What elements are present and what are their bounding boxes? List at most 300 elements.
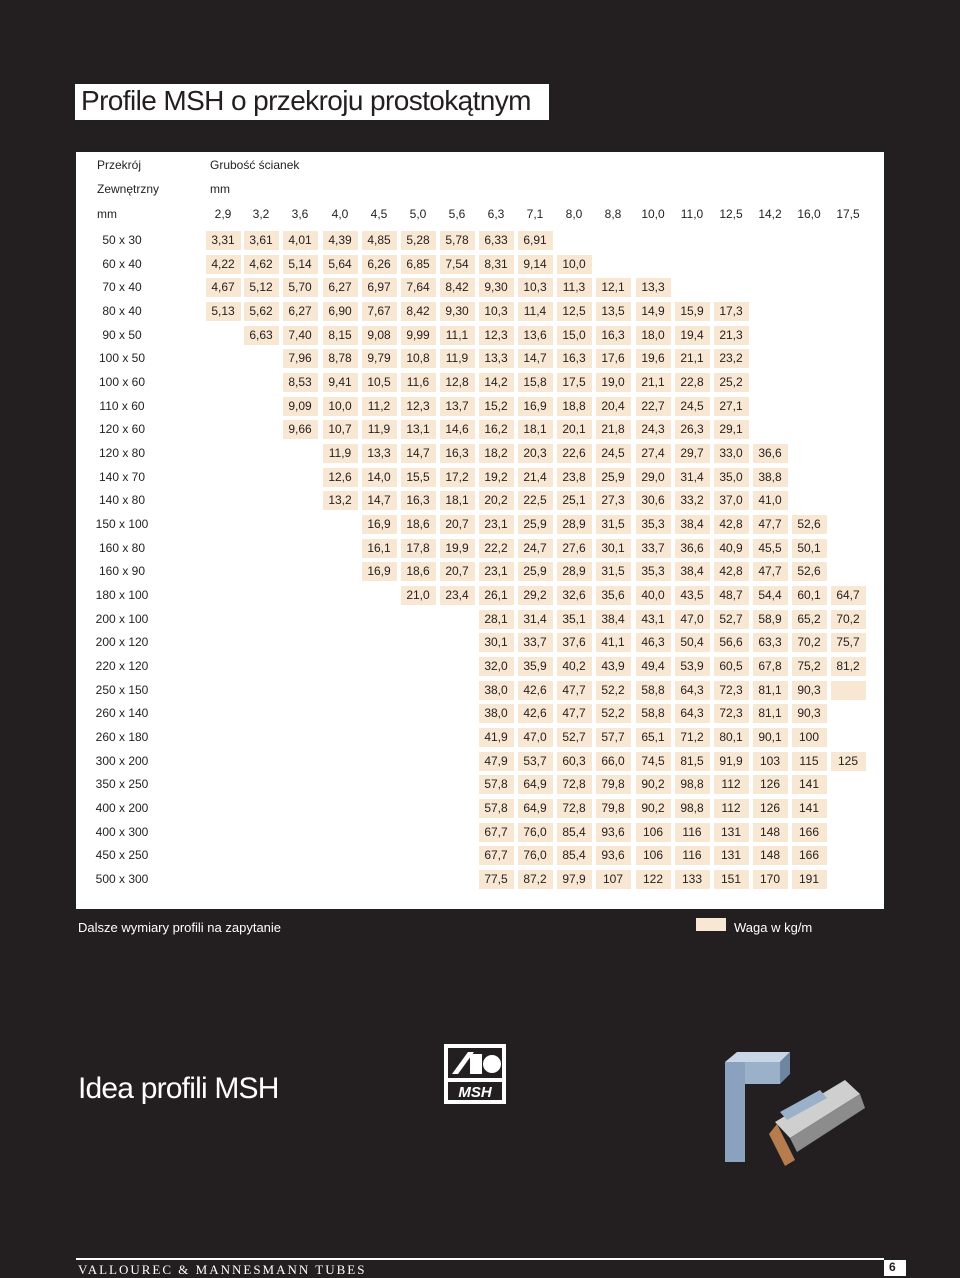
weight-value: 21,1 — [641, 375, 665, 390]
weight-value: 9,08 — [367, 327, 391, 342]
weight-value: 12,5 — [562, 304, 586, 318]
weight-value: 35,1 — [562, 611, 586, 626]
weight-value: 40,0 — [641, 588, 665, 603]
weight-value: 42,8 — [719, 564, 743, 579]
weight-value: 42,6 — [523, 706, 547, 721]
data-table — [76, 152, 884, 909]
weight-value: 10,3 — [523, 280, 547, 295]
weight-value: 11,4 — [523, 304, 547, 318]
weight-value: 79,8 — [601, 777, 625, 792]
weight-value: 42,8 — [719, 517, 743, 532]
weight-value: 11,9 — [328, 446, 352, 461]
footer-company: VALLOUREC & MANNESMANN TUBES — [78, 1262, 367, 1277]
weight-value: 30,1 — [484, 635, 508, 650]
header-zewnetrzny: Zewnętrzny — [97, 182, 160, 196]
weight-value: 90,2 — [641, 777, 665, 792]
page-title: Profile MSH o przekroju prostokątnym — [81, 85, 531, 116]
weight-value: 85,4 — [562, 848, 586, 863]
weight-value: 22,2 — [484, 540, 508, 555]
weight-value: 148 — [759, 848, 781, 863]
weight-value: 7,96 — [288, 351, 312, 366]
weight-value: 22,7 — [641, 398, 665, 413]
weight-value: 10,3 — [484, 304, 508, 318]
weight-value: 90,3 — [797, 706, 821, 721]
weight-value: 76,0 — [523, 848, 547, 863]
logo-text: MSH — [458, 1084, 492, 1101]
thickness-header: 16,0 — [797, 207, 821, 221]
weight-value: 15,8 — [523, 375, 547, 390]
weight-value: 16,9 — [523, 398, 547, 413]
section-label: 260 x 180 — [95, 730, 149, 745]
weight-value: 28,9 — [562, 564, 586, 579]
weight-value: 66,0 — [601, 753, 625, 768]
weight-value: 14,9 — [641, 304, 665, 318]
footer-divider — [76, 1258, 884, 1260]
weight-value: 106 — [642, 848, 664, 863]
weight-value: 13,2 — [328, 493, 352, 508]
weight-value: 24,5 — [680, 398, 704, 413]
thickness-header: 5,6 — [448, 207, 466, 221]
profile-joint-illustration — [685, 1042, 875, 1168]
weight-value: 31,4 — [523, 611, 547, 626]
title-box — [75, 84, 549, 120]
weight-value: 15,9 — [680, 304, 704, 318]
weight-value: 9,30 — [445, 304, 469, 318]
weight-value: 75,2 — [797, 659, 821, 674]
weight-value: 47,0 — [523, 730, 547, 745]
weight-value: 43,1 — [641, 611, 665, 626]
weight-value: 13,3 — [367, 446, 391, 461]
weight-value: 97,9 — [562, 872, 586, 887]
weight-cell — [831, 681, 866, 700]
weight-value: 8,31 — [484, 256, 508, 271]
thickness-header: 7,1 — [526, 207, 544, 221]
weight-value: 41,9 — [484, 730, 508, 745]
weight-value: 48,7 — [719, 588, 743, 603]
weight-value: 25,1 — [562, 493, 586, 508]
weight-value: 65,2 — [797, 611, 821, 626]
weight-value: 67,7 — [484, 848, 508, 863]
weight-value: 33,7 — [641, 540, 665, 555]
weight-value: 76,0 — [523, 824, 547, 839]
header-przekroj: Przekrój — [97, 158, 142, 172]
weight-value: 14,0 — [367, 469, 391, 484]
thickness-header: 17,5 — [836, 207, 860, 221]
weight-value: 46,3 — [641, 635, 665, 650]
weight-value: 35,0 — [719, 469, 743, 484]
weight-value: 11,3 — [562, 280, 586, 295]
weight-value: 38,0 — [484, 706, 508, 721]
weight-value: 47,7 — [562, 706, 586, 721]
weight-value: 67,7 — [484, 824, 508, 839]
section-label: 160 x 90 — [98, 564, 146, 579]
weight-value: 38,8 — [758, 469, 782, 484]
weight-value: 122 — [642, 872, 664, 887]
weight-value: 106 — [642, 824, 664, 839]
weight-value: 9,14 — [523, 256, 547, 271]
weight-value: 29,0 — [641, 469, 665, 484]
weight-value: 25,9 — [601, 469, 625, 484]
weight-value: 64,3 — [680, 682, 704, 697]
weight-value: 6,97 — [367, 280, 391, 295]
weight-value: 32,0 — [484, 659, 508, 674]
weight-value: 98,8 — [680, 801, 704, 816]
weight-value: 16,3 — [562, 351, 586, 366]
weight-value: 15,2 — [484, 398, 508, 413]
weight-value: 19,9 — [445, 540, 469, 555]
weight-value: 70,2 — [836, 611, 860, 626]
weight-value: 26,1 — [484, 588, 508, 603]
weight-value: 131 — [720, 848, 742, 863]
section-label: 140 x 70 — [98, 469, 146, 484]
weight-value: 23,1 — [484, 517, 508, 532]
weight-value: 72,8 — [562, 801, 586, 816]
weight-value: 43,5 — [680, 588, 704, 603]
weight-value: 5,70 — [288, 280, 312, 295]
weight-value: 125 — [837, 753, 859, 768]
weight-value: 54,4 — [758, 588, 782, 603]
weight-value: 5,62 — [249, 304, 273, 318]
weight-value: 20,1 — [562, 422, 586, 437]
weight-value: 90,1 — [758, 730, 782, 745]
weight-value: 38,4 — [680, 517, 704, 532]
weight-value: 12,8 — [445, 375, 469, 390]
weight-value: 8,78 — [328, 351, 352, 366]
weight-value: 112 — [721, 801, 741, 816]
header-wall-thickness: Grubość ścianek — [210, 158, 300, 172]
weight-value: 8,42 — [445, 280, 469, 295]
weight-value: 16,9 — [367, 564, 391, 579]
weight-value: 11,1 — [445, 327, 469, 342]
weight-value: 26,3 — [680, 422, 704, 437]
weight-value: 90,3 — [797, 682, 821, 697]
header-section-unit: mm — [97, 207, 117, 221]
weight-value: 5,12 — [249, 280, 273, 295]
weight-value: 21,3 — [719, 327, 743, 342]
thickness-header: 3,6 — [291, 207, 309, 221]
weight-value: 170 — [759, 872, 781, 887]
weight-value: 42,6 — [523, 682, 547, 697]
weight-value: 93,6 — [601, 848, 625, 863]
thickness-header: 8,8 — [604, 207, 622, 221]
weight-value: 18,6 — [406, 564, 430, 579]
weight-value: 41,1 — [601, 635, 625, 650]
weight-value: 10,0 — [328, 398, 352, 413]
weight-value: 64,7 — [836, 588, 860, 603]
weight-value: 52,7 — [562, 730, 586, 745]
weight-value: 17,2 — [445, 469, 469, 484]
weight-value: 12,3 — [484, 327, 508, 342]
thickness-header: 4,5 — [370, 207, 388, 221]
weight-value: 14,7 — [367, 493, 391, 508]
weight-value: 67,8 — [758, 659, 782, 674]
weight-value: 8,53 — [288, 375, 312, 390]
section-label: 70 x 40 — [102, 280, 142, 295]
weight-value: 22,6 — [562, 446, 586, 461]
section-label: 500 x 300 — [95, 872, 149, 887]
weight-value: 60,1 — [797, 588, 821, 603]
section-label: 200 x 100 — [95, 611, 149, 626]
weight-value: 4,39 — [328, 233, 352, 247]
msh-logo — [444, 1044, 506, 1104]
section-label: 100 x 60 — [98, 375, 146, 390]
weight-value: 5,78 — [445, 233, 469, 247]
weight-value: 4,01 — [288, 233, 312, 247]
weight-value: 13,3 — [484, 351, 508, 366]
weight-value: 31,5 — [601, 564, 625, 579]
weight-value: 27,4 — [641, 446, 665, 461]
weight-value: 7,54 — [445, 256, 469, 271]
section-label: 160 x 80 — [98, 540, 146, 555]
weight-value: 6,26 — [367, 256, 391, 271]
section-label: 220 x 120 — [95, 659, 149, 674]
weight-value: 60,3 — [562, 753, 586, 768]
weight-value: 6,90 — [328, 304, 352, 318]
weight-value: 7,67 — [367, 304, 391, 318]
weight-value: 11,9 — [367, 422, 391, 437]
weight-value: 72,8 — [562, 777, 586, 792]
weight-value: 74,5 — [641, 753, 665, 768]
weight-value: 41,0 — [758, 493, 782, 508]
weight-value: 18,8 — [562, 398, 586, 413]
weight-value: 57,8 — [484, 777, 508, 792]
weight-value: 18,1 — [445, 493, 469, 508]
weight-value: 6,85 — [406, 256, 430, 271]
weight-value: 98,8 — [680, 777, 704, 792]
weight-value: 35,3 — [641, 517, 665, 532]
weight-value: 79,8 — [601, 801, 625, 816]
weight-value: 52,2 — [601, 706, 625, 721]
weight-value: 29,2 — [523, 588, 547, 603]
weight-value: 85,4 — [562, 824, 586, 839]
thickness-header: 3,2 — [252, 207, 270, 221]
thickness-header: 5,0 — [409, 207, 427, 221]
weight-value: 77,5 — [484, 872, 508, 887]
weight-value: 13,1 — [406, 422, 430, 437]
footnote: Dalsze wymiary profili na zapytanie — [78, 920, 282, 935]
weight-value: 23,1 — [484, 564, 508, 579]
page-number-box — [884, 1260, 906, 1276]
weight-value: 14,6 — [445, 422, 469, 437]
weight-value: 17,6 — [601, 351, 625, 366]
weight-value: 47,7 — [758, 517, 782, 532]
weight-value: 10,7 — [328, 422, 352, 437]
weight-value: 36,6 — [758, 446, 782, 461]
weight-value: 9,09 — [288, 398, 312, 413]
weight-value: 38,0 — [484, 682, 508, 697]
weight-value: 20,3 — [523, 446, 547, 461]
thickness-header: 14,2 — [758, 207, 782, 221]
weight-value: 7,64 — [406, 280, 430, 295]
weight-value: 49,4 — [641, 659, 665, 674]
weight-value: 166 — [798, 824, 820, 839]
weight-value: 38,4 — [601, 611, 625, 626]
header-wall-unit: mm — [210, 182, 230, 196]
weight-value: 115 — [799, 753, 819, 768]
thickness-header: 10,0 — [641, 207, 665, 221]
weight-value: 25,9 — [523, 517, 547, 532]
section-label: 180 x 100 — [95, 588, 149, 603]
weight-value: 24,7 — [523, 540, 547, 555]
section-label: 260 x 140 — [95, 706, 149, 721]
weight-value: 18,0 — [641, 327, 665, 342]
weight-value: 22,5 — [523, 493, 547, 508]
weight-value: 25,2 — [719, 375, 743, 390]
weight-value: 12,6 — [328, 469, 352, 484]
weight-value: 31,4 — [680, 469, 704, 484]
thickness-header: 4,0 — [331, 207, 349, 221]
weight-value: 29,7 — [680, 446, 704, 461]
weight-value: 6,27 — [288, 304, 312, 318]
weight-value: 45,5 — [758, 540, 782, 555]
thickness-header: 12,5 — [719, 207, 743, 221]
section-label: 400 x 300 — [95, 824, 149, 839]
weight-value: 116 — [682, 848, 702, 863]
weight-value: 71,2 — [680, 730, 704, 745]
weight-value: 20,7 — [445, 564, 469, 579]
weight-value: 7,40 — [288, 327, 312, 342]
weight-value: 37,0 — [719, 493, 743, 508]
weight-value: 24,5 — [601, 446, 625, 461]
weight-value: 81,1 — [758, 706, 782, 721]
weight-value: 16,3 — [601, 327, 625, 342]
weight-value: 33,0 — [719, 446, 743, 461]
weight-value: 16,9 — [367, 517, 391, 532]
section-label: 140 x 80 — [98, 493, 146, 508]
weight-value: 20,4 — [601, 398, 625, 413]
weight-value: 11,6 — [406, 375, 430, 390]
weight-value: 90,2 — [641, 801, 665, 816]
weight-value: 35,9 — [523, 659, 547, 674]
weight-value: 57,8 — [484, 801, 508, 816]
section-label: 80 x 40 — [102, 304, 142, 318]
weight-value: 19,0 — [601, 375, 625, 390]
weight-value: 57,7 — [601, 730, 625, 745]
weight-value: 31,5 — [601, 517, 625, 532]
section-label: 450 x 250 — [95, 848, 149, 863]
weight-value: 19,2 — [484, 469, 508, 484]
weight-value: 53,9 — [680, 659, 704, 674]
weight-value: 23,2 — [719, 351, 743, 366]
section-label: 400 x 200 — [95, 801, 149, 816]
section-label: 50 x 30 — [102, 233, 142, 247]
page-number: 6 — [889, 1260, 896, 1274]
weight-value: 30,1 — [601, 540, 625, 555]
weight-value: 141 — [798, 777, 820, 792]
weight-value: 28,1 — [484, 611, 508, 626]
weight-value: 4,62 — [249, 256, 273, 271]
weight-value: 14,7 — [523, 351, 547, 366]
weight-value: 10,8 — [406, 351, 430, 366]
weight-value: 40,9 — [719, 540, 743, 555]
weight-value: 9,41 — [328, 375, 352, 390]
weight-value: 15,0 — [562, 327, 586, 342]
weight-value: 131 — [720, 824, 742, 839]
weight-value: 5,13 — [211, 304, 235, 318]
weight-value: 64,9 — [523, 777, 547, 792]
weight-value: 27,6 — [562, 540, 586, 555]
weight-value: 81,2 — [836, 659, 860, 674]
weight-value: 16,3 — [445, 446, 469, 461]
weight-value: 15,5 — [406, 469, 430, 484]
weight-value: 64,3 — [680, 706, 704, 721]
weight-value: 60,5 — [719, 659, 743, 674]
weight-value: 11,9 — [445, 351, 469, 366]
section-label: 90 x 50 — [102, 327, 142, 342]
weight-value: 63,3 — [758, 635, 782, 650]
section-label: 100 x 50 — [98, 351, 146, 366]
weight-value: 107 — [602, 872, 624, 887]
weight-value: 53,7 — [523, 753, 547, 768]
weight-value: 166 — [798, 848, 820, 863]
weight-value: 23,4 — [445, 588, 469, 603]
weight-value: 14,7 — [406, 446, 430, 461]
weight-value: 9,66 — [288, 422, 312, 437]
weight-value: 25,9 — [523, 564, 547, 579]
weight-value: 81,5 — [680, 753, 704, 768]
legend-swatch — [696, 918, 726, 931]
weight-value: 5,28 — [406, 233, 430, 247]
weight-value: 33,7 — [523, 635, 547, 650]
weight-value: 35,3 — [641, 564, 665, 579]
weight-value: 16,2 — [484, 422, 508, 437]
weight-value: 52,6 — [797, 564, 821, 579]
section-label: 350 x 250 — [95, 777, 149, 792]
weight-value: 8,15 — [328, 327, 352, 342]
weight-value: 58,9 — [758, 611, 782, 626]
weight-value: 80,1 — [719, 730, 743, 745]
thickness-header: 11,0 — [680, 207, 704, 221]
weight-value: 103 — [759, 753, 781, 768]
section-label: 300 x 200 — [95, 753, 149, 768]
weight-value: 126 — [759, 777, 781, 792]
weight-value: 126 — [759, 801, 781, 816]
weight-value: 116 — [682, 824, 702, 839]
weight-value: 18,6 — [406, 517, 430, 532]
weight-value: 10,5 — [367, 375, 391, 390]
weight-value: 3,31 — [211, 233, 235, 247]
weight-value: 19,4 — [680, 327, 704, 342]
weight-value: 36,6 — [680, 540, 704, 555]
weight-value: 13,6 — [523, 327, 547, 342]
weight-value: 52,6 — [797, 517, 821, 532]
weight-value: 191 — [798, 872, 820, 887]
weight-value: 6,27 — [328, 280, 352, 295]
weight-value: 81,1 — [758, 682, 782, 697]
weight-value: 23,8 — [562, 469, 586, 484]
weight-value: 17,3 — [719, 304, 743, 318]
weight-value: 75,7 — [836, 635, 860, 650]
weight-value: 52,7 — [719, 611, 743, 626]
weight-value: 19,6 — [641, 351, 665, 366]
weight-value: 58,8 — [641, 706, 665, 721]
weight-value: 18,2 — [484, 446, 508, 461]
weight-value: 58,8 — [641, 682, 665, 697]
weight-value: 14,2 — [484, 375, 508, 390]
section-label: 120 x 60 — [98, 422, 146, 437]
weight-value: 21,1 — [680, 351, 704, 366]
weight-value: 50,1 — [797, 540, 821, 555]
weight-value: 11,2 — [367, 398, 391, 413]
weight-value: 21,8 — [601, 422, 625, 437]
weight-value: 6,33 — [484, 233, 508, 247]
idea-title: Idea profili MSH — [78, 1072, 279, 1105]
weight-value: 56,6 — [719, 635, 743, 650]
weight-value: 5,64 — [328, 256, 352, 271]
weight-value: 21,4 — [523, 469, 547, 484]
weight-value: 87,2 — [523, 872, 547, 887]
weight-value: 38,4 — [680, 564, 704, 579]
